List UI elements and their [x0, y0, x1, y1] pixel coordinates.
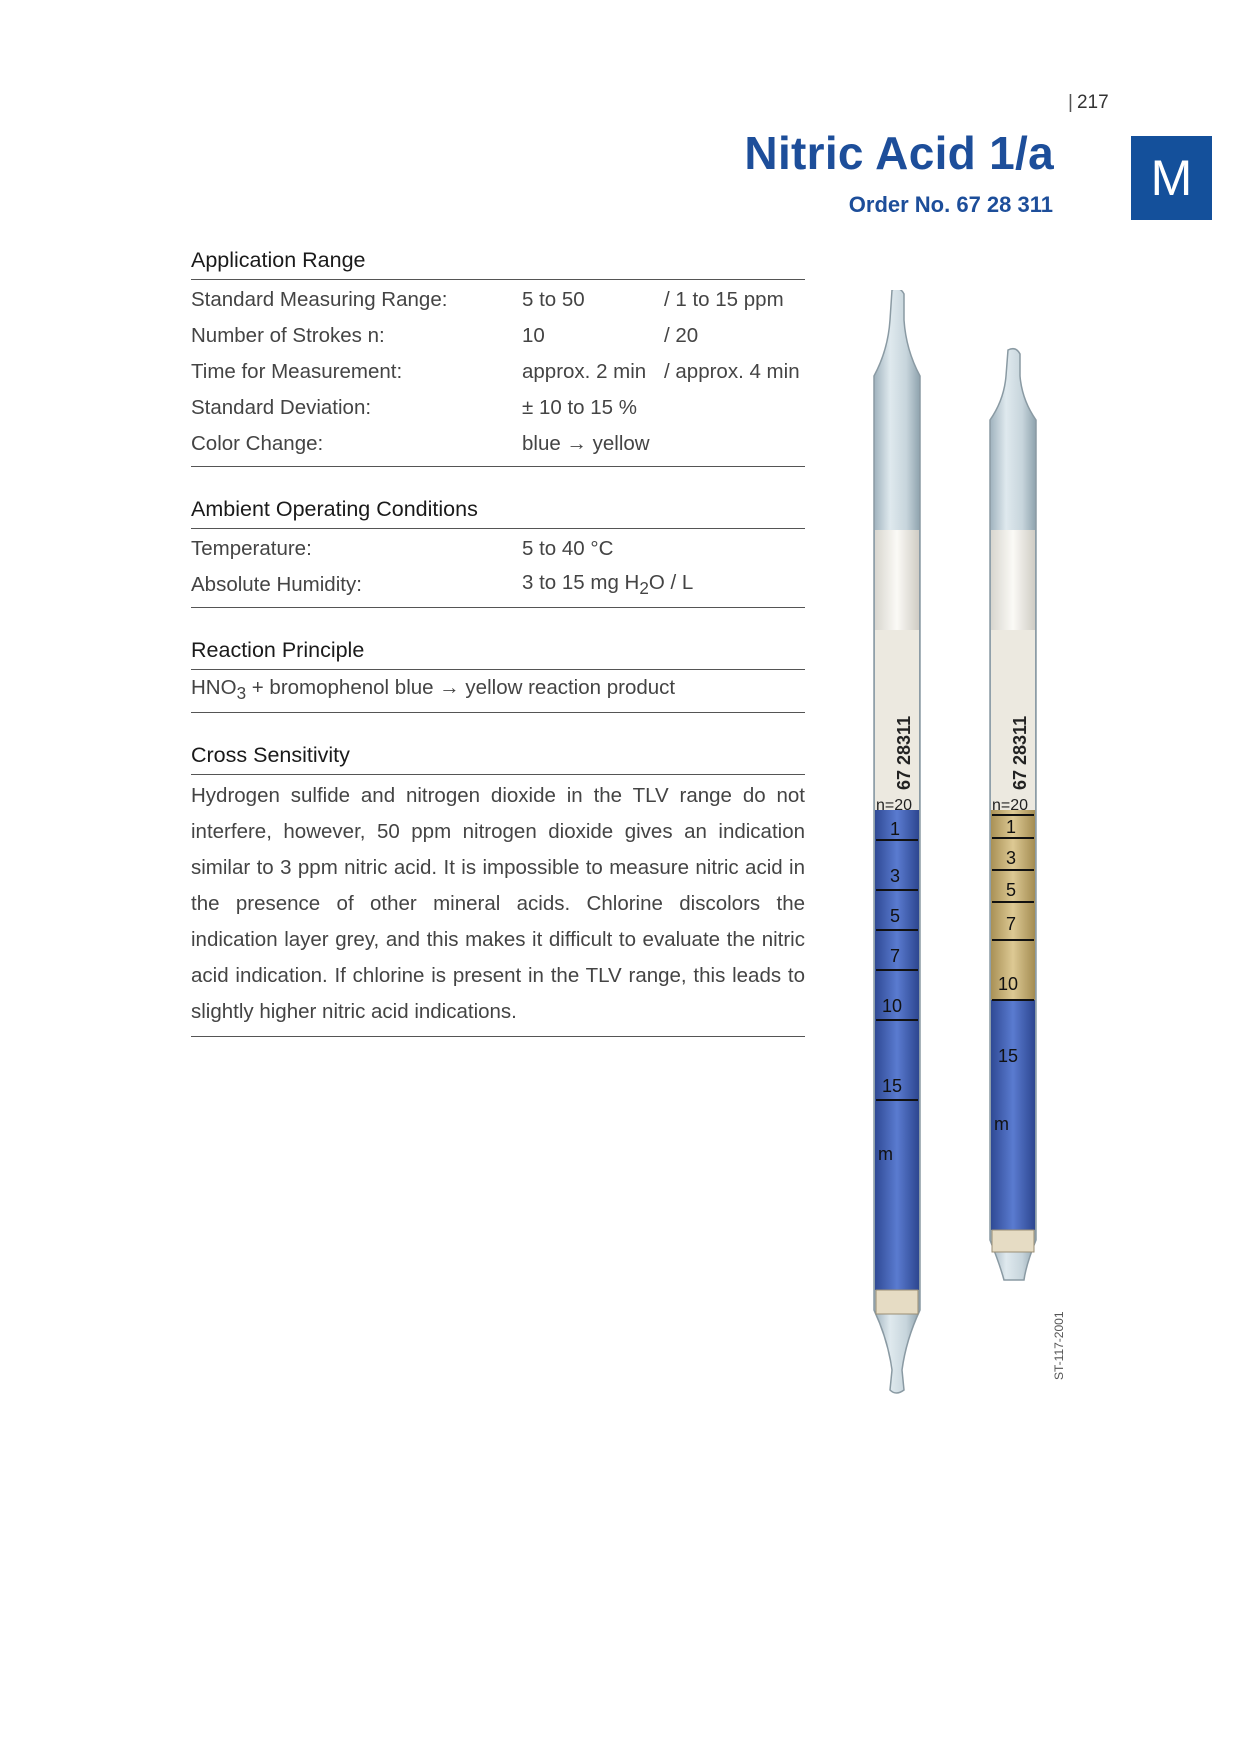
- reaction-principle-body: [191, 670, 805, 713]
- left-tube: [874, 290, 920, 1393]
- left-tube-strokes-marker: n=20: [876, 797, 913, 814]
- application-range-section: [191, 248, 805, 467]
- reaction-formula: $HNO_3$ + bromophenol blue → yellow reaction product: [191, 675, 676, 704]
- table-row: [191, 390, 805, 426]
- table-row: [191, 531, 805, 567]
- scale-label: 7: [1006, 914, 1017, 934]
- row-label: Standard Deviation:: [191, 396, 372, 419]
- detector-tubes-image: [840, 290, 1080, 1450]
- table-row: [191, 354, 805, 390]
- scale-label: 3: [890, 866, 901, 886]
- row-value: 5 to 40 °C: [522, 537, 614, 560]
- right-tube: [990, 349, 1036, 1280]
- page-number: | 217: [1068, 92, 1109, 113]
- section-heading: Application Range: [191, 248, 805, 280]
- tubes-illustration: [840, 290, 1080, 1450]
- row-value: ± 10 to 15 %: [522, 396, 637, 419]
- unit-fragment: m: [994, 1114, 1009, 1134]
- image-credit: ST-117-2001: [1052, 1311, 1066, 1380]
- row-label: Color Change:: [191, 432, 324, 455]
- section-heading: Cross Sensitivity: [191, 743, 805, 775]
- scale-label: 5: [890, 906, 901, 926]
- page-title: Nitric Acid 1/a: [744, 127, 1054, 179]
- row-value: approx. 2 min: [522, 360, 647, 383]
- section-tab-m[interactable]: M: [1131, 136, 1212, 220]
- row-label: Temperature:: [191, 537, 312, 560]
- scale-label: 10: [882, 996, 903, 1016]
- section-heading: Reaction Principle: [191, 638, 805, 670]
- left-tube-white-layer: [875, 530, 919, 630]
- ambient-conditions-table: [191, 529, 805, 608]
- right-tube-white-layer: [991, 530, 1035, 630]
- application-range-table: [191, 280, 805, 467]
- row-value: blue → yellow: [522, 432, 650, 455]
- row-label: Standard Measuring Range:: [191, 288, 448, 311]
- row-value-alt: / 20: [664, 324, 699, 347]
- section-heading: Ambient Operating Conditions: [191, 497, 805, 529]
- row-label: Number of Strokes n:: [191, 324, 385, 347]
- row-value-alt: / 1 to 15 ppm: [664, 288, 784, 311]
- scale-label: 1: [890, 819, 901, 839]
- right-tube-number: 67 28311: [1010, 715, 1030, 790]
- scale-label: 10: [998, 974, 1019, 994]
- row-value-alt: / approx. 4 min: [664, 360, 800, 383]
- row-value: 10: [522, 324, 545, 347]
- scale-label: 3: [1006, 848, 1017, 868]
- order-number: Order No. 67 28 311: [848, 192, 1053, 217]
- right-tube-plug: [992, 1230, 1034, 1252]
- left-tube-plug: [876, 1290, 918, 1314]
- main-content: [191, 248, 805, 1067]
- reaction-principle-section: [191, 638, 805, 713]
- table-row: [191, 567, 805, 603]
- row-label: Time for Measurement:: [191, 360, 403, 383]
- right-tube-strokes-marker: n=20: [992, 797, 1029, 814]
- unit-fragment: m: [878, 1144, 893, 1164]
- ambient-conditions-section: [191, 497, 805, 608]
- scale-label: 7: [890, 946, 901, 966]
- left-tube-number: 67 28311: [894, 715, 914, 790]
- row-value: 5 to 50: [522, 288, 585, 311]
- scale-label: 15: [998, 1046, 1019, 1066]
- table-row: [191, 282, 805, 318]
- cross-sensitivity-section: [191, 743, 805, 1037]
- scale-label: 5: [1006, 880, 1017, 900]
- subscript: 3: [236, 684, 247, 704]
- scale-label: 1: [1006, 817, 1017, 837]
- scale-label: 15: [882, 1076, 903, 1096]
- cross-sensitivity-text: Hydrogen sulfide and nitrogen dioxide in the TLV range do not interfere, however, 50 ppm nitrogen dioxide gives an indication similar to 3 ppm nitric acid. It is impossible to measure nitric acid in the presence of other mineral acids. Chlorine discolors the indication layer grey, and this makes it difficult to evaluate the nitric acid indication. If chlorine is present in the TLV range, this leads to slightly higher nitric acid indications.: [191, 775, 805, 1037]
- subscript: 2: [639, 579, 649, 599]
- row-label: Absolute Humidity:: [191, 573, 362, 596]
- table-row: [191, 426, 805, 462]
- row-value: 3 to 15 mg $H_2O$ / L: [522, 570, 694, 599]
- table-row: [191, 318, 805, 354]
